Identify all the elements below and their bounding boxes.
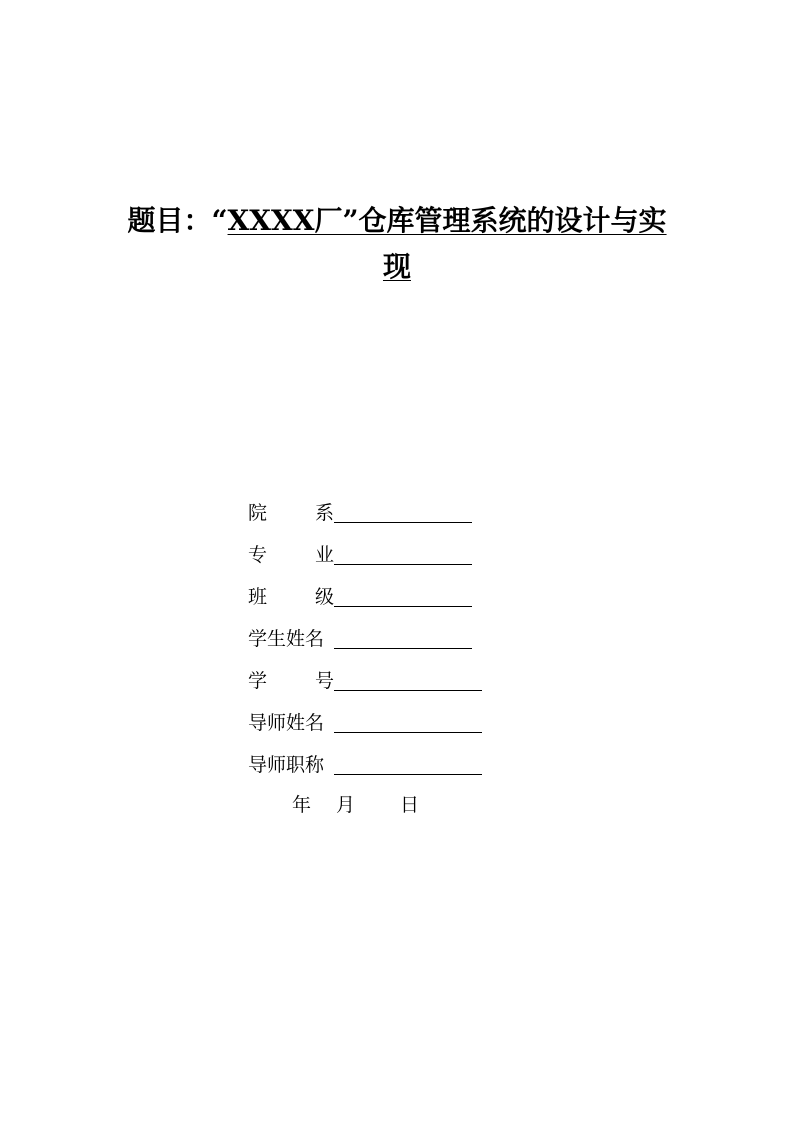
field-advisor-name-label: 导师姓名 — [248, 712, 325, 734]
field-student-name-label: 学生姓名 — [248, 628, 325, 650]
field-major-blank — [334, 540, 472, 565]
title-subject: XXXX厂”仓库管理系统的设计与实现 — [227, 204, 667, 283]
field-advisor-title — [248, 750, 482, 792]
field-student-id-label: 学 号 — [248, 670, 334, 692]
field-advisor-name-blank — [334, 708, 482, 733]
field-department-blank — [334, 498, 472, 523]
field-student-name — [248, 624, 482, 666]
date-line — [292, 790, 419, 820]
field-major — [248, 540, 482, 582]
date-year: 年 — [292, 794, 312, 816]
date-day: 日 — [400, 794, 420, 816]
date-month: 月 — [336, 794, 356, 816]
cover-info-form — [248, 498, 482, 792]
field-advisor-name — [248, 708, 482, 750]
field-major-label: 专 业 — [248, 544, 334, 566]
field-department-label: 院 系 — [248, 502, 334, 524]
field-class-blank — [334, 582, 472, 607]
field-student-id — [248, 666, 482, 708]
title-prefix: 题目：“ — [127, 204, 228, 237]
field-class-label: 班 级 — [248, 586, 334, 608]
thesis-title — [115, 198, 679, 290]
field-student-name-blank — [334, 624, 472, 649]
field-class — [248, 582, 482, 624]
field-student-id-blank — [334, 666, 482, 691]
field-advisor-title-label: 导师职称 — [248, 754, 325, 776]
field-advisor-title-blank — [334, 750, 482, 775]
field-department — [248, 498, 482, 540]
